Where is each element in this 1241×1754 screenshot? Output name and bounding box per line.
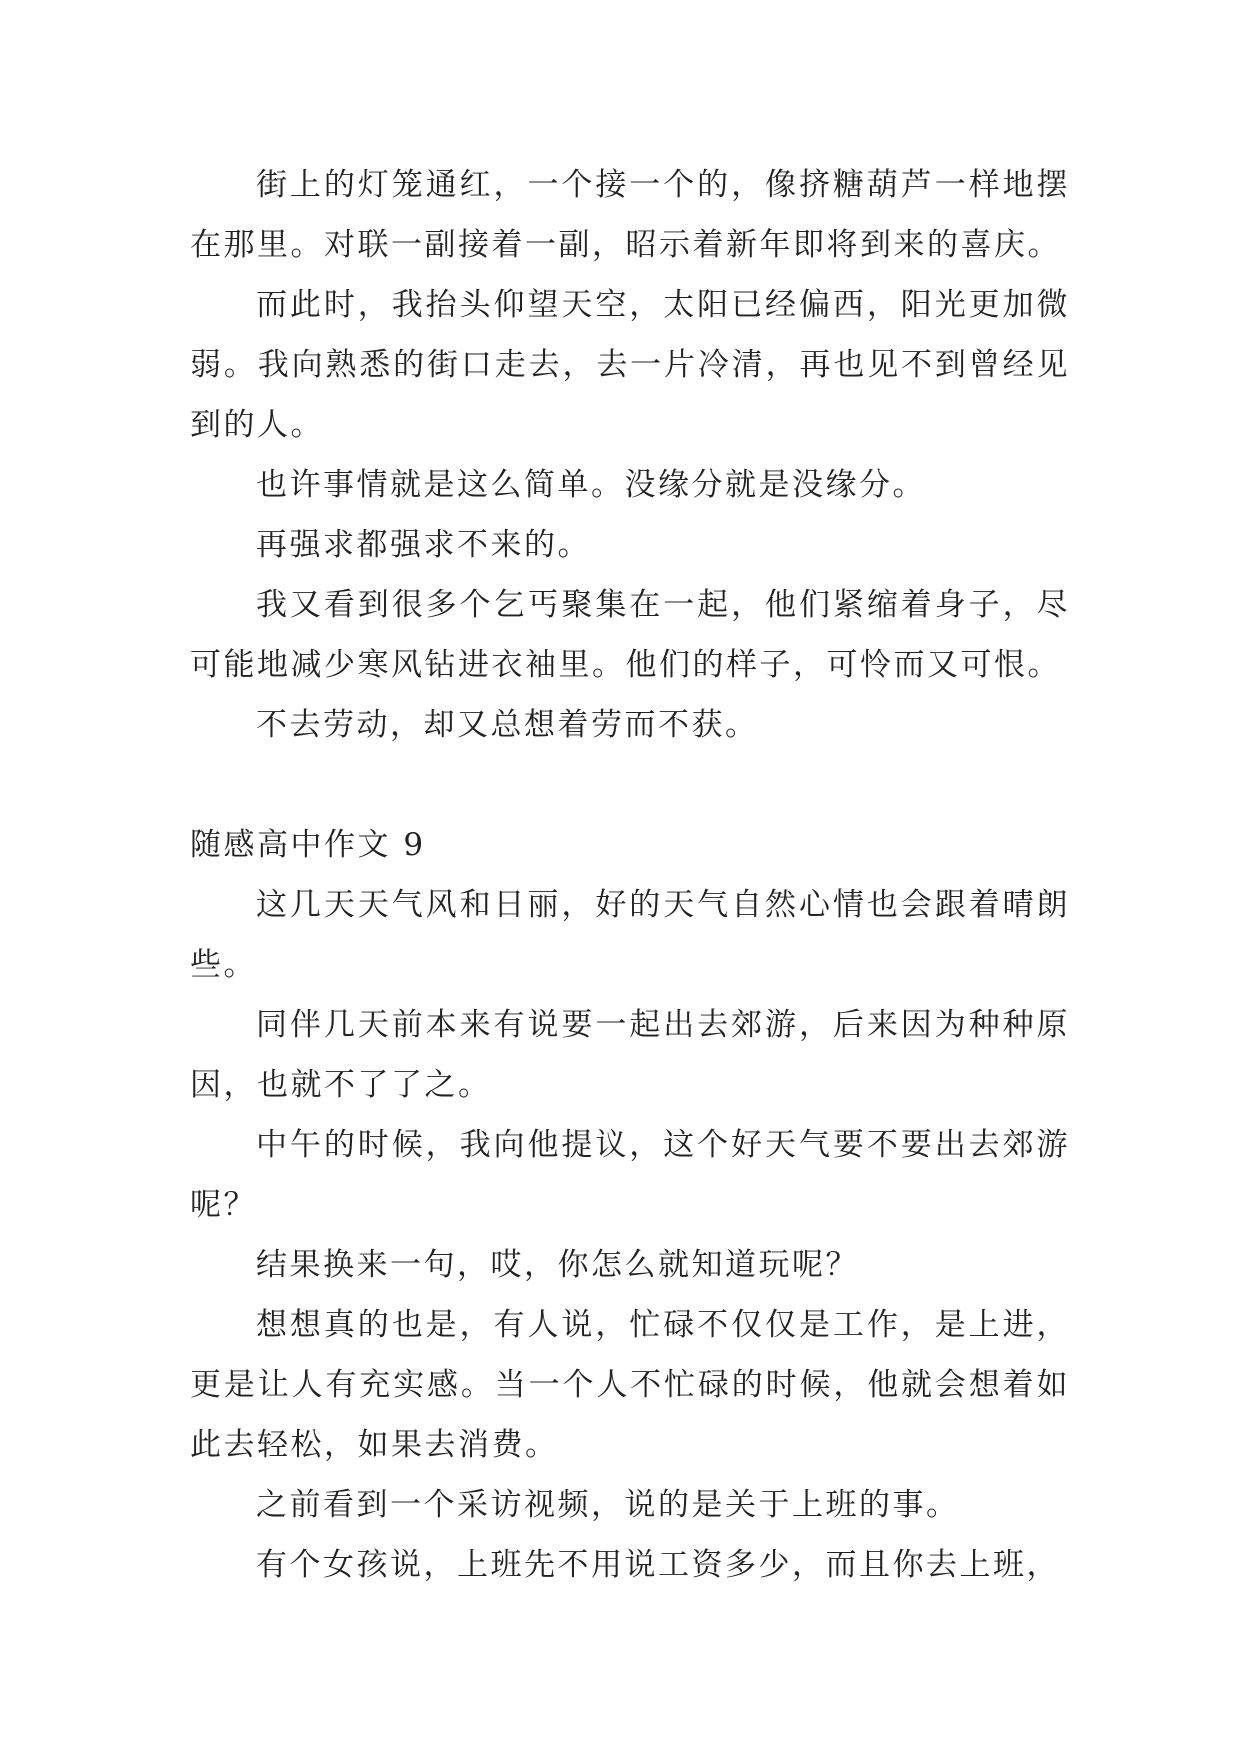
paragraph: 我又看到很多个乞丐聚集在一起，他们紧缩着身子，尽可能地减少寒风钻进衣袖里。他们的样子，可怜而又可恨。: [190, 587, 1070, 683]
essay-heading: 随感高中作文 9: [190, 827, 426, 863]
document-body: [190, 155, 1070, 1595]
paragraph: 结果换来一句，哎，你怎么就知道玩呢？: [256, 1247, 859, 1283]
paragraph: 之前看到一个采访视频，说的是关于上班的事。: [256, 1487, 960, 1523]
paragraph: 这几天天气风和日丽，好的天气自然心情也会跟着晴朗些。: [190, 887, 1070, 983]
paragraph: 同伴几天前本来有说要一起出去郊游，后来因为种种原因，也就不了了之。: [190, 1007, 1070, 1103]
paragraph: 不去劳动，却又总想着劳而不获。: [256, 707, 759, 743]
paragraph: 而此时，我抬头仰望天空，太阳已经偏西，阳光更加微弱。我向熟悉的街口走去，去一片冷清，再也见不到曾经见到的人。: [190, 287, 1070, 443]
paragraph: 中午的时候，我向他提议，这个好天气要不要出去郊游呢？: [190, 1127, 1070, 1223]
paragraph: 想想真的也是，有人说，忙碌不仅仅是工作，是上进，更是让人有充实感。当一个人不忙碌的时候，他就会想着如此去轻松，如果去消费。: [190, 1307, 1070, 1463]
paragraph: 也许事情就是这么简单。没缘分就是没缘分。: [256, 467, 926, 503]
paragraph: 街上的灯笼通红，一个接一个的，像挤糖葫芦一样地摆在那里。对联一副接着一副，昭示着新年即将到来的喜庆。: [190, 167, 1070, 263]
section-spacer: [190, 755, 1070, 815]
paragraph: 有个女孩说，上班先不用说工资多少，而且你去上班，: [256, 1547, 1060, 1583]
paragraph: 再强求都强求不来的。: [256, 527, 591, 563]
